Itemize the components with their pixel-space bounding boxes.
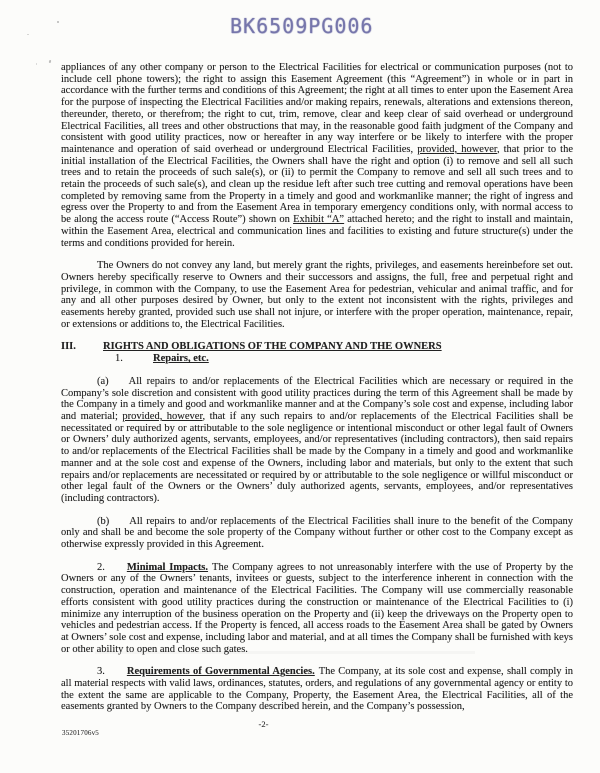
paragraph-title: Requirements of Governmental Agencies.	[126, 666, 315, 678]
paragraph-minimal-impacts	[61, 562, 573, 656]
scan-speck	[36, 63, 37, 65]
section-title: RIGHTS AND OBLIGATIONS OF THE COMPANY AND THE OWNERS	[103, 341, 442, 353]
paragraph-text: The Company agrees to not unreasonably interfere with the use of Property by the Owners or any of the Owners’ tenants, invitees or guests, subject to the interference inherent in connection with the construction, operation and maintenance of the Electrical Facilities. The Company will use commercially reasonable efforts consistent with good utility practices during the construction or maintenance of the Electrical Facilities to (i) minimize any interruption of the business operation on the Property and (ii) keep the driveways on the Property open to vehicles and pedestrian access. If the Property is fenced, all access roads to the Easement Area shall be gated by Owners at Owners’ sole cost and expense, including labor and material, and at all times the Company shall be furnished with keys or other ability to open and close such gates.	[61, 561, 573, 655]
paragraph-text: , that prior to the initial installation of the Electrical Facilities, the Owners shall have the right and option (i) to remove and sell all such trees and to retain the proceeds of such sale(s), or (ii) to permit the Company to remove and sell all such trees and to retain the proceeds of such sale(s), and clean up the residue left after such tree cutting and removal operations have been completed by removing same from the Property in a timely and good and workmanlike manner; the right of ingress and egress over the Property to and from the Easement Area in temporary emergency conditions only, with normal access to be along the access route (“Access Route”) shown on	[61, 143, 573, 226]
paragraph-text: appliances of any other company or person to the Electrical Facilities for electrical or communication purposes (not to include cell phone towers); the right to assign this Easement Agreement (this “Agreement”) in whole or in part in accordance with the further terms and conditions of this Agreement; the right at all times to enter upon the Easement Area for the purpose of inspecting the Electrical Facilities and/or making repairs, renewals, alterations and extensions thereon, thereunder, thereto, or therefrom; the right to cut, trim, remove, clear and keep clear of said overhead or underground Electrical Facilities, all trees and other obstructions that may, in the reasonable good faith judgment of the Company and consistent with good utility practices, now or hereafter in any way interfere or be likely to interfere with the proper maintenance and operation of said overhead or underground Electrical Facilities,	[61, 62, 574, 155]
page-number: -2-	[258, 719, 269, 729]
document-id: 35201706v5	[62, 729, 99, 737]
scan-speck	[27, 34, 29, 35]
section-heading	[61, 341, 573, 353]
subsection-title: Repairs, etc.	[153, 353, 209, 365]
paragraph-governmental-agencies	[61, 666, 573, 713]
paragraph-text: , that if any such repairs to and/or replacements of the Electrical Facilities shall be necessitated or required by or attributable to the sole negligence or intentional misconduct or other legal fault of Owners or Owners’ duly authorized agents, servants, employees, and/or representatives (including contractors), then said repairs to and/or replacements of the Electrical Facilities shall be made by the Company in a timely and good and workmanlike manner and at the sole cost and expense of the Owners, including labor and materials, but only to the extent that such repairs and/or replacements are necessitated or required by or attributable to the sole negligence or willful misconduct or other legal fault of the Owners or the Owners’ duly authorized agents, servants, employees, and/or representatives (including contractors).	[61, 410, 574, 504]
subsection-number: 1.	[115, 353, 123, 365]
subsection-heading-repairs	[115, 353, 573, 365]
paragraph-number: 2.	[97, 561, 105, 573]
paragraph-continuation	[61, 62, 573, 249]
paragraph-reservation-of-rights	[61, 260, 573, 330]
paragraph-number: 3.	[97, 666, 105, 678]
document-body	[61, 62, 573, 724]
paragraph-text: The Company, at its sole cost and expense, shall comply in all material respects with valid laws, ordinances, statutes, orders, and regulations of any governmental agency or entity to the extent the same are applicable to the Company, Property, the Easement Area, the Electrical Facilities, all of the easements granted by Owners to the Company described herein, and the Company’s possession,	[61, 666, 573, 713]
paragraph-text: attached hereto; and the right to install and maintain, within the Easement Area, electrical and communication lines and facilities to existing and future structure(s) under the terms and conditions provided for herein.	[61, 214, 573, 249]
scan-speck	[57, 21, 59, 23]
underlined-phrase: provided, however	[417, 143, 497, 155]
paragraph-label: (a)	[97, 375, 109, 387]
paragraph-text: All repairs to and/or replacements of the Electrical Facilities shall inure to the benefit of the Company only and shall be and become the sole property of the Company without further or other cost to the Company except as otherwise expressly provided in this Agreement.	[61, 515, 573, 551]
underlined-phrase: provided, however	[122, 410, 203, 422]
paragraph-label: (b)	[97, 515, 110, 527]
paragraph-a-repairs	[61, 376, 573, 505]
paragraph-text: The Owners do not convey any land, but merely grant the rights, privileges, and easements hereinbefore set out. Owners hereby specifically reserve to Owners and their successors and assigns, the full, free and perpetual right and privilege, in common with the Company, to use the Easement Area for pedestrian, vehicular and animal traffic, and for any and all other purposes desired by Owner, but only to the extent not inconsistent with the rights, privileges and easements hereby granted, provided such use shall not injure, or interfere with the proper operation, maintenance, repair, or extensions or additions to, the Electrical Facilities.	[61, 260, 573, 330]
recording-stamp: BK6509PG006	[230, 14, 374, 38]
paragraph-b-repairs	[61, 516, 573, 551]
paragraph-text: All repairs to and/or replacements of the Electrical Facilities which are necessary or required in the Company’s sole discretion and consistent with good utility practices during the term of this Agreement shall be made by the Company in a timely and good and workmanlike manner and at the Company’s sole cost and expense, including labor and material;	[61, 375, 573, 422]
section-number: III.	[61, 341, 76, 353]
scan-speck	[49, 60, 52, 63]
exhibit-a-reference: Exhibit “A”	[293, 214, 345, 226]
paragraph-title: Minimal Impacts.	[126, 561, 209, 573]
